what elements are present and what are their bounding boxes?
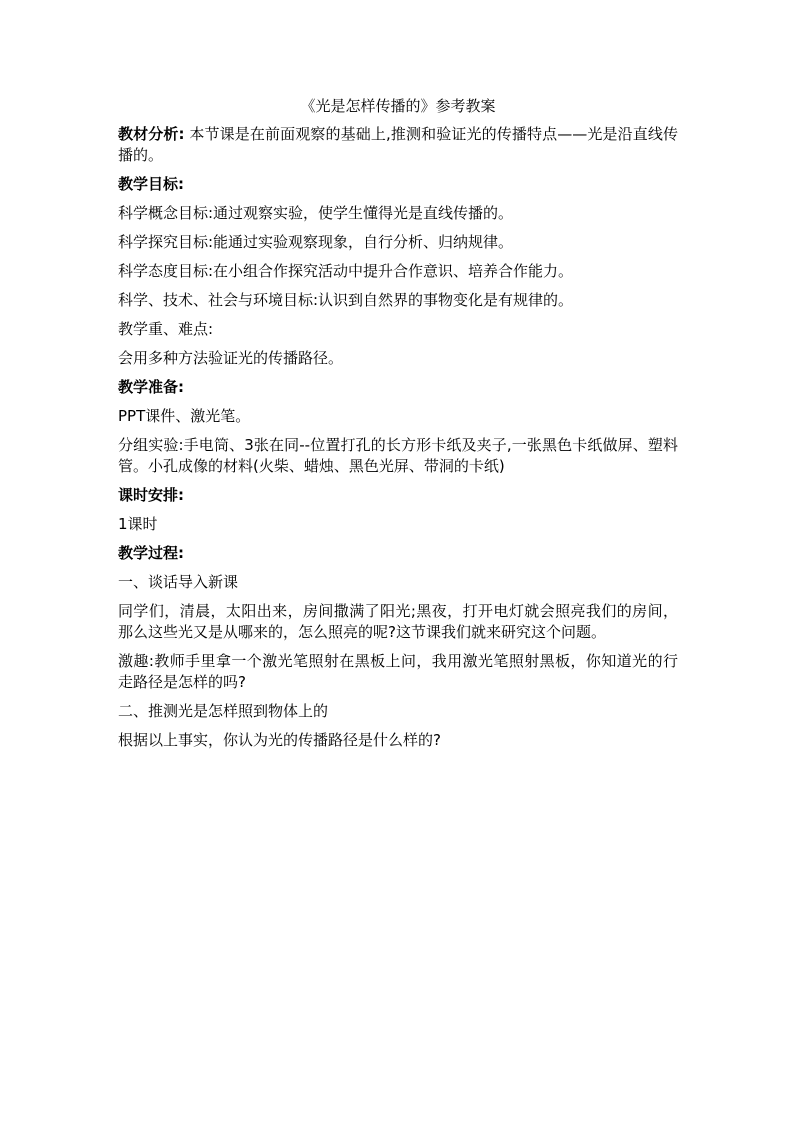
document-title: 《光是怎样传播的》参考教案 <box>300 97 496 115</box>
goal-inquiry: 科学探究目标:能通过实验观察现象，自行分析、归纳规律。 <box>118 233 514 251</box>
preparation-item: PPT课件、激光笔。 <box>118 407 251 425</box>
goal-attitude: 科学态度目标:在小组合作探究活动中提升合作意识、培养合作能力。 <box>118 262 574 280</box>
schedule-text: 1课时 <box>118 515 158 533</box>
process-section-heading: 二、推测光是怎样照到物体上的 <box>118 702 329 720</box>
goals-heading: 教学目标: <box>118 175 184 193</box>
process-paragraph: 根据以上事实，你认为光的传播路径是什么样的? <box>118 731 441 749</box>
preparation-heading: 教学准备: <box>118 378 184 396</box>
preparation-item: 分组实验:手电筒、3张在同--位置打孔的长方形卡纸及夹子,一张黑色卡纸做屏、塑料管。小孔成像的材料(火柴、蜡烛、黑色光屏、带洞的卡纸) <box>118 436 678 475</box>
document-body <box>118 96 678 759</box>
process-paragraph: 激趣:教师手里拿一个激光笔照射在黑板上问，我用激光笔照射黑板，你知道光的行走路径是怎样的吗? <box>118 652 678 691</box>
analysis-text: 本节课是在前面观察的基础上,推测和验证光的传播特点——光是沿直线传播的。 <box>118 125 678 164</box>
schedule-heading: 课时安排: <box>118 486 184 504</box>
analysis-paragraph <box>118 124 678 166</box>
key-points-heading: 教学重、难点: <box>118 320 214 338</box>
goal-concept: 科学概念目标:通过观察实验，使学生懂得光是直线传播的。 <box>118 204 514 222</box>
process-heading: 教学过程: <box>118 544 184 562</box>
analysis-label: 教材分析: <box>118 125 185 143</box>
process-paragraph: 同学们，清晨，太阳出来，房间撒满了阳光;黑夜，打开电灯就会照亮我们的房间，那么这些光又是从哪来的，怎么照亮的呢?这节课我们就来研究这个问题。 <box>118 602 678 641</box>
process-section-heading: 一、谈话导入新课 <box>118 573 239 591</box>
goal-sts: 科学、技术、社会与环境目标:认识到自然界的事物变化是有规律的。 <box>118 291 574 309</box>
key-points-text: 会用多种方法验证光的传播路径。 <box>118 349 344 367</box>
